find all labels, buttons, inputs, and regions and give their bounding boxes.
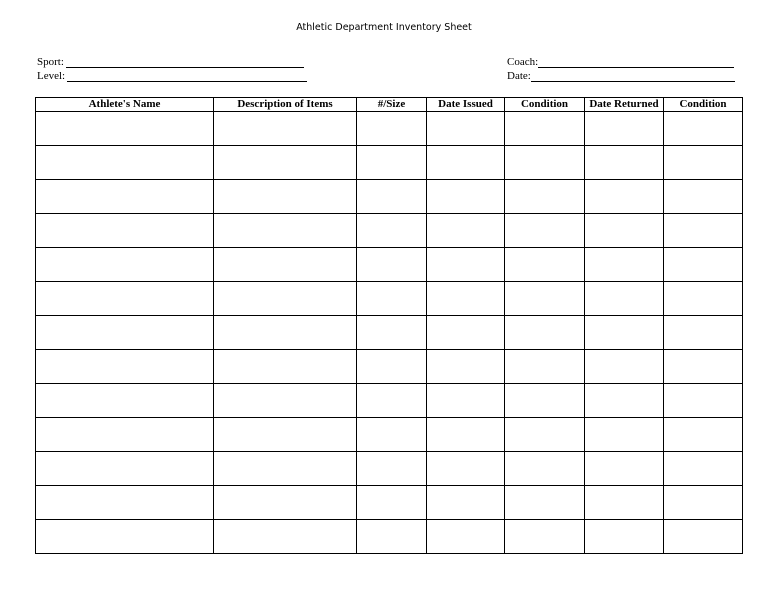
table-cell[interactable] [36,520,214,554]
sport-label: Sport: [37,56,64,68]
table-cell[interactable] [36,214,214,248]
table-cell[interactable] [357,248,427,282]
table-cell[interactable] [664,418,743,452]
level-field [37,68,307,82]
table-cell[interactable] [36,316,214,350]
table-cell[interactable] [214,282,357,316]
table-row [36,384,743,418]
table-row [36,452,743,486]
date-field [507,68,735,82]
table-cell[interactable] [427,112,505,146]
inventory-table [35,97,743,554]
coach-label: Coach: [507,56,539,68]
table-cell[interactable] [664,180,743,214]
col-header-condition-issued: Condition [505,98,585,112]
table-row [36,248,743,282]
table-cell[interactable] [357,418,427,452]
table-cell[interactable] [357,146,427,180]
table-row [36,214,743,248]
table-cell[interactable] [357,520,427,554]
table-cell[interactable] [36,180,214,214]
table-row [36,180,743,214]
table-row [36,418,743,452]
table-cell[interactable] [664,214,743,248]
page-title: Athletic Department Inventory Sheet [296,22,472,33]
table-row [36,486,743,520]
table-cell[interactable] [585,146,664,180]
table-cell[interactable] [36,248,214,282]
table-cell[interactable] [36,112,214,146]
table-cell[interactable] [214,384,357,418]
table-cell[interactable] [214,112,357,146]
table-cell[interactable] [214,316,357,350]
table-cell[interactable] [585,418,664,452]
table-cell[interactable] [357,282,427,316]
table-cell[interactable] [427,282,505,316]
table-row [36,282,743,316]
table-cell[interactable] [664,248,743,282]
table-cell[interactable] [664,486,743,520]
table-cell[interactable] [505,350,585,384]
table-cell[interactable] [585,282,664,316]
table-cell[interactable] [357,486,427,520]
table-cell[interactable] [214,146,357,180]
table-cell[interactable] [427,418,505,452]
table-cell[interactable] [427,214,505,248]
coach-field [507,54,734,68]
table-cell[interactable] [357,180,427,214]
table-cell[interactable] [505,418,585,452]
table-cell[interactable] [214,452,357,486]
col-header-date-returned: Date Returned [585,98,664,112]
table-cell[interactable] [585,214,664,248]
sport-blank-line[interactable] [66,56,304,68]
table-cell[interactable] [505,112,585,146]
table-cell[interactable] [505,248,585,282]
table-cell[interactable] [36,452,214,486]
table-cell[interactable] [357,350,427,384]
table-cell[interactable] [664,146,743,180]
table-cell[interactable] [36,282,214,316]
table-row [36,146,743,180]
table-cell[interactable] [214,180,357,214]
col-header-size: #/Size [357,98,427,112]
table-cell[interactable] [505,384,585,418]
coach-blank-line[interactable] [538,56,734,68]
table-cell[interactable] [585,486,664,520]
table-cell[interactable] [585,384,664,418]
col-header-description: Description of Items [214,98,357,112]
table-cell[interactable] [427,248,505,282]
table-cell[interactable] [357,452,427,486]
table-cell[interactable] [36,146,214,180]
table-cell[interactable] [664,350,743,384]
sport-field [37,54,304,68]
table-cell[interactable] [585,112,664,146]
table-cell[interactable] [427,350,505,384]
table-cell[interactable] [214,350,357,384]
table-cell[interactable] [505,146,585,180]
table-row [36,112,743,146]
table-cell[interactable] [664,282,743,316]
table-cell[interactable] [505,316,585,350]
table-cell[interactable] [357,384,427,418]
table-cell[interactable] [505,282,585,316]
table-cell[interactable] [357,112,427,146]
table-cell[interactable] [505,486,585,520]
level-blank-line[interactable] [67,70,307,82]
table-cell[interactable] [36,418,214,452]
table-body [36,112,743,554]
header-row [36,98,743,112]
table-cell[interactable] [585,316,664,350]
table-cell[interactable] [427,452,505,486]
table-cell[interactable] [36,350,214,384]
table-cell[interactable] [585,350,664,384]
table-cell[interactable] [214,486,357,520]
table-cell[interactable] [214,418,357,452]
table-cell[interactable] [585,520,664,554]
table-cell[interactable] [585,452,664,486]
date-blank-line[interactable] [531,70,735,82]
table-cell[interactable] [427,486,505,520]
table-cell[interactable] [427,316,505,350]
table-cell[interactable] [214,520,357,554]
table-row [36,316,743,350]
table-cell[interactable] [585,180,664,214]
table-cell[interactable] [664,520,743,554]
table-cell[interactable] [214,214,357,248]
table-cell[interactable] [427,180,505,214]
table-cell[interactable] [664,316,743,350]
table-cell[interactable] [664,384,743,418]
table-cell[interactable] [427,520,505,554]
level-label: Level: [37,70,66,82]
table-row [36,350,743,384]
table-row [36,520,743,554]
table-cell[interactable] [214,248,357,282]
table-cell[interactable] [357,316,427,350]
table-cell[interactable] [505,214,585,248]
col-header-condition-returned: Condition [664,98,743,112]
table-cell[interactable] [505,452,585,486]
table-cell[interactable] [664,452,743,486]
col-header-date-issued: Date Issued [427,98,505,112]
date-label: Date: [507,70,531,82]
table-cell[interactable] [427,146,505,180]
table-cell[interactable] [505,180,585,214]
table-cell[interactable] [664,112,743,146]
table-cell[interactable] [427,384,505,418]
table-cell[interactable] [357,214,427,248]
table-cell[interactable] [585,248,664,282]
table-cell[interactable] [36,384,214,418]
table-cell[interactable] [36,486,214,520]
col-header-athletes-name: Athlete's Name [36,98,214,112]
table-cell[interactable] [505,520,585,554]
